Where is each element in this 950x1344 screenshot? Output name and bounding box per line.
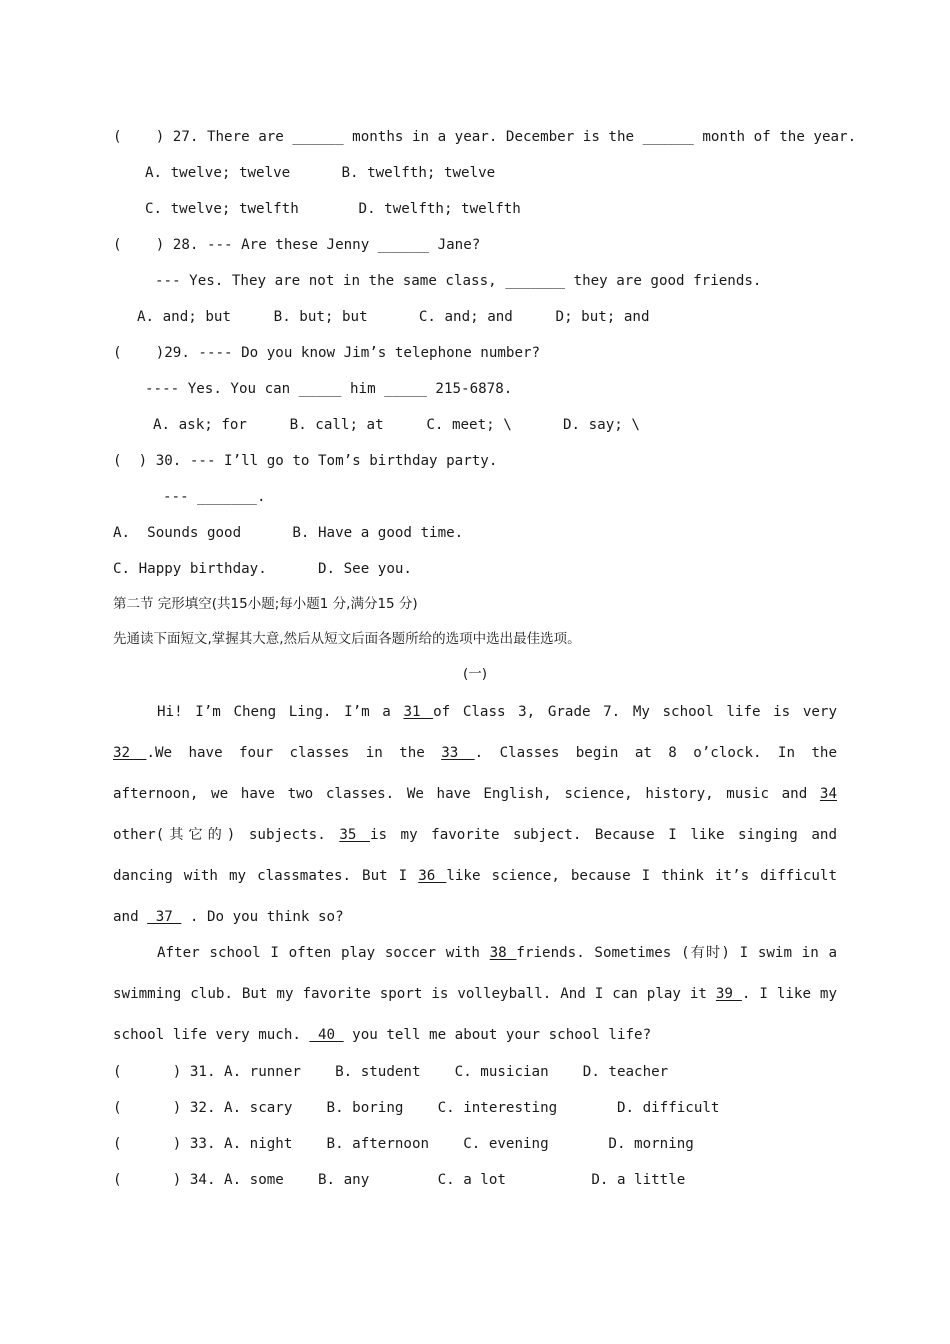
passage-line-1: Hi! I’m Cheng Ling. I’m a 31 of Class 3, Grade 7. My school life is very [157, 704, 837, 720]
cloze-q34: ( ) 34. A. some B. any C. a lot D. a little [113, 1172, 686, 1188]
q30-options-ab: A. Sounds good B. Have a good time. [113, 525, 464, 541]
q28-options: A. and; but B. but; but C. and; and D; but; and [137, 309, 650, 325]
blank-35: 35 [339, 827, 370, 843]
blank-31: 31 [403, 704, 434, 720]
blank-34: 34 [819, 786, 837, 802]
blank-37: 37 [147, 909, 182, 925]
blank-36: 36 [418, 868, 447, 884]
q29-reply: ---- Yes. You can _____ him _____ 215-6878. [145, 381, 513, 397]
blank-32: 32 [113, 745, 147, 761]
q28-stem: ( ) 28. --- Are these Jenny ______ Jane? [113, 237, 481, 253]
q27-stem: ( ) 27. There are ______ months in a year. December is the ______ month of the year. [113, 129, 857, 145]
q30-options-cd: C. Happy birthday. D. See you. [113, 561, 412, 577]
blank-40: 40 [309, 1027, 344, 1043]
q29-stem: ( )29. ---- Do you know Jim’s telephone number? [113, 345, 541, 361]
blank-38: 38 [489, 945, 517, 961]
section-heading: 第二节 完形填空(共15小题;每小题1 分,满分15 分) [113, 596, 418, 612]
passage-line-9: school life very much. 40 you tell me about your school life? [113, 1027, 652, 1043]
blank-33: 33 [441, 745, 475, 761]
q30-stem: ( ) 30. --- I’ll go to Tom’s birthday party. [113, 453, 498, 469]
q29-options: A. ask; for B. call; at C. meet; \ D. say; \ [153, 417, 640, 433]
q30-reply: --- _______. [163, 489, 266, 505]
section-instruction: 先通读下面短文,掌握其大意,然后从短文后面各题所给的选项中选出最佳选项。 [113, 631, 581, 647]
passage-line-2: 32 .We have four classes in the 33 . Classes begin at 8 o’clock. In the [113, 745, 838, 761]
q28-reply: --- Yes. They are not in the same class, _______ they are good friends. [155, 273, 762, 289]
q27-options-ab: A. twelve; twelve B. twelfth; twelve [145, 165, 496, 181]
passage-line-8: swimming club. But my favorite sport is volleyball. And I can play it 39 . I like my [113, 986, 837, 1002]
passage-line-7: After school I often play soccer with 38 friends. Sometimes (有时) I swim in a [157, 945, 837, 961]
passage-line-6: and 37 . Do you think so? [113, 909, 344, 925]
cloze-q31: ( ) 31. A. runner B. student C. musician D. teacher [113, 1064, 669, 1080]
cloze-q33: ( ) 33. A. night B. afternoon C. evening D. morning [113, 1136, 694, 1152]
passage-line-3: afternoon, we have two classes. We have English, science, history, music and 34 [113, 786, 837, 802]
q27-options-cd: C. twelve; twelfth D. twelfth; twelfth [145, 201, 521, 217]
cloze-q32: ( ) 32. A. scary B. boring C. interesting D. difficult [113, 1100, 720, 1116]
part-label: (一) [462, 666, 488, 682]
blank-39: 39 [715, 986, 742, 1002]
passage-line-4: other(其它的) subjects. 35 is my favorite subject. Because I like singing and [113, 827, 838, 843]
passage-line-5: dancing with my classmates. But I 36 like science, because I think it’s difficult [113, 868, 837, 884]
